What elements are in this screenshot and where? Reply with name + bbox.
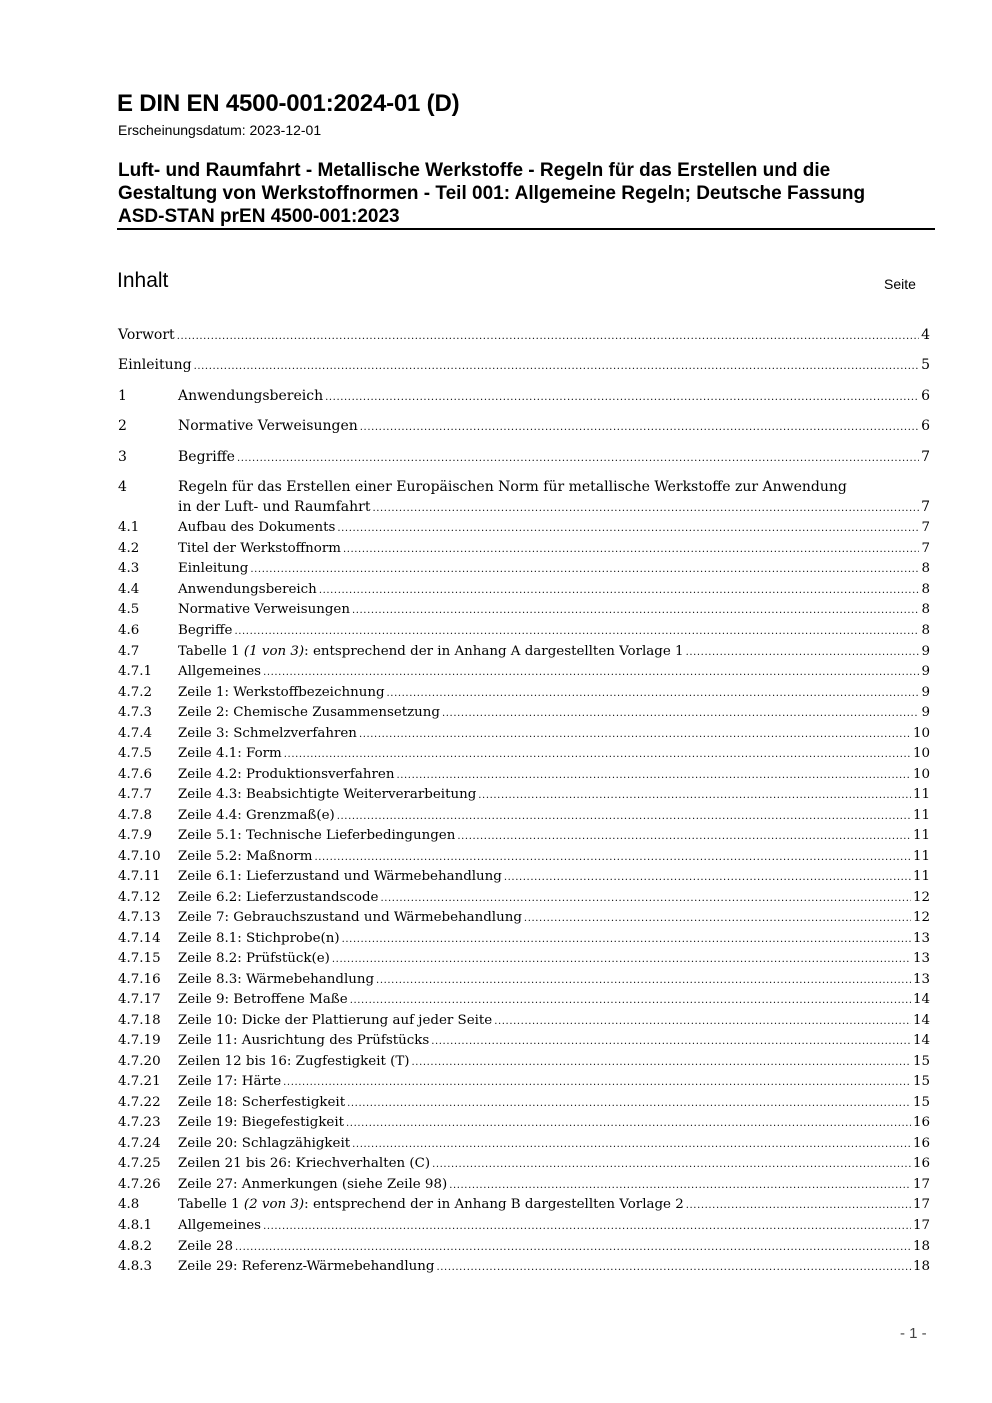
toc-entry-text: Zeile 8.2: Prüfstück(e) xyxy=(178,951,330,966)
toc-entry-text-italic: (2 von 3) xyxy=(243,1197,305,1212)
toc-entry-text: Zeile 5.1: Technische Lieferbedingungen xyxy=(178,828,456,843)
leader-dots xyxy=(432,1155,911,1175)
toc-entry-page: 8 xyxy=(921,582,930,597)
leader-dots xyxy=(359,725,911,745)
toc-entry-number: 4.3 xyxy=(118,561,140,576)
toc-entry-page: 17 xyxy=(912,1177,930,1192)
toc-entry-page: 12 xyxy=(912,890,930,905)
toc-entry-4-7-10[interactable] xyxy=(118,847,930,867)
toc-entry-4-line1[interactable] xyxy=(118,477,930,497)
toc-entry-number: 4.8.2 xyxy=(118,1239,153,1254)
leader-dots xyxy=(319,581,920,601)
toc-entry-4-7-1[interactable] xyxy=(118,662,930,682)
document-id: E DIN EN 4500-001:2024-01 (D) xyxy=(117,90,460,117)
leader-dots xyxy=(372,499,919,519)
leader-dots xyxy=(457,827,911,847)
toc-entry-number: 4.1 xyxy=(118,520,140,535)
toc-entry-4-7-16[interactable] xyxy=(118,970,930,990)
toc-entry-number: 4.4 xyxy=(118,582,140,597)
leader-dots xyxy=(343,540,920,560)
toc-entry-number: 4.7.10 xyxy=(118,849,161,864)
toc-entry-text: Normative Verweisungen xyxy=(178,602,350,617)
toc-entry-text-part: : entsprechend der in Anhang B dargestellten Vorlage 2 xyxy=(304,1197,684,1212)
toc-entry-text-part: : entsprechend der in Anhang A dargestellten Vorlage 1 xyxy=(304,644,684,659)
toc-entry-number: 4.7.22 xyxy=(118,1095,161,1110)
toc-entry-number: 4.2 xyxy=(118,541,140,556)
toc-entry-4-7[interactable] xyxy=(118,642,930,662)
toc-entry-number: 4.7.15 xyxy=(118,951,161,966)
toc-entry-4-6[interactable] xyxy=(118,621,930,641)
toc-heading: Inhalt xyxy=(117,269,169,292)
toc-entry-page: 11 xyxy=(912,869,930,884)
page-number: - 1 - xyxy=(900,1325,927,1342)
toc-entry-text: Zeile 20: Schlagzähigkeit xyxy=(178,1136,351,1151)
toc-entry-text: Zeilen 12 bis 16: Zugfestigkeit (T) xyxy=(178,1054,410,1069)
title-line: Gestaltung von Werkstoffnormen - Teil 001: Allgemeine Regeln; Deutsche Fassung xyxy=(118,183,866,204)
toc-entry-page: 14 xyxy=(912,992,930,1007)
leader-dots xyxy=(325,388,919,408)
toc-entry-page: 11 xyxy=(912,808,930,823)
toc-entry-4-7-6[interactable] xyxy=(118,765,930,785)
toc-entry-page: 9 xyxy=(921,644,930,659)
leader-dots xyxy=(235,1238,911,1258)
toc-entry-4[interactable] xyxy=(118,497,930,517)
toc-entry-text: Zeile 5.2: Maßnorm xyxy=(178,849,313,864)
toc-entry-number: 3 xyxy=(118,449,127,465)
toc-entry-4-2[interactable] xyxy=(118,539,930,559)
toc-entry-4-1[interactable] xyxy=(118,518,930,538)
toc-entry-page: 6 xyxy=(921,418,930,434)
toc-entry-page: 4 xyxy=(921,327,930,343)
toc-page-column-label: Seite xyxy=(884,276,916,292)
toc-entry-text: Zeile 8.3: Wärmebehandlung xyxy=(178,972,375,987)
toc-entry-4-8-2[interactable] xyxy=(118,1237,930,1257)
leader-dots xyxy=(431,1032,911,1052)
toc-entry-page: 16 xyxy=(912,1115,930,1130)
toc-entry-number: 4.7.26 xyxy=(118,1177,161,1192)
toc-entry-page: 7 xyxy=(921,449,930,465)
toc-entry-number: 4.7.1 xyxy=(118,664,153,679)
toc-entry-text: Einleitung xyxy=(178,561,249,576)
leader-dots xyxy=(352,601,920,621)
toc-entry-text: Begriffe xyxy=(178,449,235,465)
toc-entry-page: 16 xyxy=(912,1156,930,1171)
toc-entry-text-part: Tabelle 1 xyxy=(178,644,244,659)
toc-entry-number: 4.7.3 xyxy=(118,705,153,720)
toc-entry-text: Zeile 3: Schmelzverfahren xyxy=(178,726,357,741)
toc-entry-4-7-11[interactable] xyxy=(118,867,930,887)
toc-entry-text: Zeile 19: Biegefestigkeit xyxy=(178,1115,345,1130)
leader-dots xyxy=(177,327,919,347)
leader-dots xyxy=(360,418,919,438)
leader-dots xyxy=(387,684,920,704)
toc-entry-page: 7 xyxy=(921,520,930,535)
toc-entry-text xyxy=(178,642,684,662)
leader-dots xyxy=(494,1012,911,1032)
toc-entry-text: Einleitung xyxy=(118,357,192,373)
toc-entry-4-8-3[interactable] xyxy=(118,1257,930,1277)
toc-entry-4-7-2[interactable] xyxy=(118,683,930,703)
toc-entry-number: 4.7.25 xyxy=(118,1156,161,1171)
toc-entry-2[interactable] xyxy=(118,416,930,436)
toc-entry-page: 8 xyxy=(921,561,930,576)
toc-entry-number: 4.6 xyxy=(118,623,140,638)
toc-entry-text: Vorwort xyxy=(118,327,175,343)
publication-date: Erscheinungsdatum: 2023-12-01 xyxy=(118,122,322,138)
toc-entry-text: Allgemeines xyxy=(178,664,262,679)
toc-entry-text: Normative Verweisungen xyxy=(178,418,358,434)
toc-entry-text: Zeile 2: Chemische Zusammensetzung xyxy=(178,705,440,720)
toc-entry-page: 18 xyxy=(912,1239,930,1254)
leader-dots xyxy=(686,643,920,663)
toc-entry-einleitung[interactable] xyxy=(118,355,930,375)
leader-dots xyxy=(396,766,911,786)
leader-dots xyxy=(237,449,919,469)
toc-entry-number: 4.7.21 xyxy=(118,1074,161,1089)
leader-dots xyxy=(337,807,911,827)
toc-entry-4-7-13[interactable] xyxy=(118,908,930,928)
toc-entry-number: 4.7.13 xyxy=(118,910,161,925)
toc-entry-4-7-19[interactable] xyxy=(118,1031,930,1051)
toc-entry-page: 10 xyxy=(912,746,930,761)
toc-entry-vorwort[interactable] xyxy=(118,325,930,345)
toc-entry-text: Zeile 9: Betroffene Maße xyxy=(178,992,348,1007)
toc-entry-text: Zeile 29: Referenz-Wärmebehandlung xyxy=(178,1259,435,1274)
toc-entry-4-7-26[interactable] xyxy=(118,1175,930,1195)
toc-entry-number: 4.7.4 xyxy=(118,726,153,741)
toc-entry-number: 2 xyxy=(118,418,127,434)
leader-dots xyxy=(380,889,910,909)
title-line: ASD-STAN prEN 4500-001:2023 xyxy=(118,206,400,227)
toc-entry-page: 9 xyxy=(921,705,930,720)
toc-entry-number: 4.8.1 xyxy=(118,1218,153,1233)
toc-entry-text: Zeile 17: Härte xyxy=(178,1074,282,1089)
leader-dots xyxy=(449,1176,911,1196)
toc-entry-page: 10 xyxy=(912,767,930,782)
toc-entry-text: Zeile 6.2: Lieferzustandscode xyxy=(178,890,379,905)
toc-entry-number: 4.7.11 xyxy=(118,869,161,884)
toc-entry-page: 15 xyxy=(912,1074,930,1089)
toc-entry-text: Titel der Werkstoffnorm xyxy=(178,541,341,556)
toc-entry-page: 15 xyxy=(912,1095,930,1110)
toc-entry-page: 10 xyxy=(912,726,930,741)
toc-entry-page: 12 xyxy=(912,910,930,925)
toc-entry-number: 4.7.24 xyxy=(118,1136,161,1151)
toc-entry-page: 8 xyxy=(921,623,930,638)
leader-dots xyxy=(263,663,919,683)
toc-entry-text: Zeile 10: Dicke der Plattierung auf jeder Seite xyxy=(178,1013,493,1028)
toc-entry-page: 18 xyxy=(912,1259,930,1274)
toc-entry-4-7-9[interactable] xyxy=(118,826,930,846)
toc-entry-page: 13 xyxy=(912,951,930,966)
toc-entry-text: Zeile 1: Werkstoffbezeichnung xyxy=(178,685,385,700)
toc-entry-page: 17 xyxy=(912,1218,930,1233)
leader-dots xyxy=(376,971,911,991)
leader-dots xyxy=(314,848,910,868)
toc-entry-number: 4.7.23 xyxy=(118,1115,161,1130)
toc-entry-4-7-22[interactable] xyxy=(118,1093,930,1113)
leader-dots xyxy=(686,1196,911,1216)
leader-dots xyxy=(352,1135,911,1155)
toc-entry-3[interactable] xyxy=(118,447,930,467)
toc-entry-4-7-5[interactable] xyxy=(118,744,930,764)
leader-dots xyxy=(284,745,911,765)
toc-entry-number: 4.7.14 xyxy=(118,931,161,946)
toc-entry-page: 7 xyxy=(921,499,930,515)
toc-entry-4-7-7[interactable] xyxy=(118,785,930,805)
toc-entry-text: Zeile 28 xyxy=(178,1239,234,1254)
toc-entry-text: Zeile 27: Anmerkungen (siehe Zeile 98) xyxy=(178,1177,448,1192)
toc-entry-number: 4.7.19 xyxy=(118,1033,161,1048)
toc-entry-page: 11 xyxy=(912,787,930,802)
toc-entry-4-7-17[interactable] xyxy=(118,990,930,1010)
toc-entry-4-7-24[interactable] xyxy=(118,1134,930,1154)
toc-entry-4-7-12[interactable] xyxy=(118,888,930,908)
toc-entry-number: 1 xyxy=(118,388,127,404)
toc-entry-text-italic: (1 von 3) xyxy=(243,644,305,659)
toc-entry-number: 4.7 xyxy=(118,644,140,659)
toc-entry-number: 4.7.16 xyxy=(118,972,161,987)
toc-entry-4-4[interactable] xyxy=(118,580,930,600)
leader-dots xyxy=(250,560,919,580)
toc-entry-text-part: Tabelle 1 xyxy=(178,1197,244,1212)
toc-entry-4-7-15[interactable] xyxy=(118,949,930,969)
leader-dots xyxy=(347,1094,911,1114)
toc-entry-4-7-23[interactable] xyxy=(118,1113,930,1133)
toc-entry-1[interactable] xyxy=(118,386,930,406)
toc-entry-text: in der Luft- und Raumfahrt xyxy=(178,499,371,515)
toc-entry-number: 4.7.17 xyxy=(118,992,161,1007)
toc-entry-page: 11 xyxy=(912,828,930,843)
leader-dots xyxy=(337,519,919,539)
toc-entry-text: Zeile 11: Ausrichtung des Prüfstücks xyxy=(178,1033,430,1048)
toc-entry-page: 9 xyxy=(921,685,930,700)
toc-entry-number: 4.7.12 xyxy=(118,890,161,905)
toc-entry-page: 16 xyxy=(912,1136,930,1151)
title-line: Luft- und Raumfahrt - Metallische Werkstoffe - Regeln für das Erstellen und die xyxy=(118,160,831,181)
toc-entry-4-7-4[interactable] xyxy=(118,724,930,744)
leader-dots xyxy=(478,786,911,806)
leader-dots xyxy=(234,622,919,642)
toc-entry-page: 11 xyxy=(912,849,930,864)
toc-entry-text: Zeilen 21 bis 26: Kriechverhalten (C) xyxy=(178,1156,431,1171)
toc-entry-4-7-20[interactable] xyxy=(118,1052,930,1072)
toc-entry-text: Zeile 6.1: Lieferzustand und Wärmebehandlung xyxy=(178,869,502,884)
toc-entry-4-5[interactable] xyxy=(118,600,930,620)
leader-dots xyxy=(350,991,911,1011)
toc-entry-page: 17 xyxy=(912,1197,930,1212)
toc-entry-number: 4.7.2 xyxy=(118,685,153,700)
toc-entry-number: 4.7.7 xyxy=(118,787,153,802)
toc-entry-text: Anwendungsbereich xyxy=(178,582,317,597)
toc-entry-4-8[interactable] xyxy=(118,1195,930,1215)
toc-entry-text: Zeile 7: Gebrauchszustand und Wärmebehandlung xyxy=(178,910,522,925)
toc-entry-text: Regeln für das Erstellen einer Europäischen Norm für metallische Werkstoffe zur Anwendung xyxy=(178,479,847,495)
leader-dots xyxy=(283,1073,911,1093)
toc-entry-number: 4.7.5 xyxy=(118,746,153,761)
toc-entry-text: Aufbau des Dokuments xyxy=(178,520,336,535)
toc-entry-text: Zeile 8.1: Stichprobe(n) xyxy=(178,931,340,946)
leader-dots xyxy=(442,704,919,724)
toc-entry-number: 4.7.20 xyxy=(118,1054,161,1069)
leader-dots xyxy=(436,1258,910,1278)
leader-dots xyxy=(346,1114,911,1134)
toc-entry-text xyxy=(178,1195,684,1215)
toc-entry-number: 4.7.9 xyxy=(118,828,153,843)
toc-entry-4-7-3[interactable] xyxy=(118,703,930,723)
toc-entry-page: 14 xyxy=(912,1013,930,1028)
toc-entry-text: Anwendungsbereich xyxy=(178,388,324,404)
toc-entry-text: Zeile 4.4: Grenzmaß(e) xyxy=(178,808,335,823)
toc-entry-number: 4.7.18 xyxy=(118,1013,161,1028)
toc-entry-text: Zeile 4.1: Form xyxy=(178,746,282,761)
leader-dots xyxy=(524,909,911,929)
toc-entry-page: 13 xyxy=(912,972,930,987)
toc-entry-page: 9 xyxy=(921,664,930,679)
toc-entry-4-8-1[interactable] xyxy=(118,1216,930,1236)
toc-entry-text: Begriffe xyxy=(178,623,233,638)
toc-entry-4-3[interactable] xyxy=(118,559,930,579)
document-title xyxy=(118,159,934,228)
leader-dots xyxy=(263,1217,911,1237)
leader-dots xyxy=(342,930,911,950)
toc-entry-text: Zeile 4.3: Beabsichtigte Weiterverarbeitung xyxy=(178,787,477,802)
toc-entry-text: Zeile 4.2: Produktionsverfahren xyxy=(178,767,395,782)
toc-entry-page: 15 xyxy=(912,1054,930,1069)
toc-entry-page: 13 xyxy=(912,931,930,946)
toc-entry-4-7-8[interactable] xyxy=(118,806,930,826)
leader-dots xyxy=(412,1053,911,1073)
leader-dots xyxy=(332,950,911,970)
toc-entry-4-7-18[interactable] xyxy=(118,1011,930,1031)
toc-entry-number: 4 xyxy=(118,479,127,495)
toc-entry-number: 4.7.6 xyxy=(118,767,153,782)
toc-entry-text: Allgemeines xyxy=(178,1218,262,1233)
toc-entry-page: 8 xyxy=(921,602,930,617)
toc-entry-4-7-25[interactable] xyxy=(118,1154,930,1174)
toc-entry-number: 4.8 xyxy=(118,1197,140,1212)
toc-entry-page: 6 xyxy=(921,388,930,404)
toc-entry-text: Zeile 18: Scherfestigkeit xyxy=(178,1095,346,1110)
toc-entry-page: 7 xyxy=(921,541,930,556)
toc-entry-page: 5 xyxy=(921,357,930,373)
toc-entry-number: 4.7.8 xyxy=(118,808,153,823)
leader-dots xyxy=(504,868,911,888)
leader-dots xyxy=(194,357,920,377)
toc-entry-page: 14 xyxy=(912,1033,930,1048)
toc-entry-4-7-21[interactable] xyxy=(118,1072,930,1092)
toc-entry-4-7-14[interactable] xyxy=(118,929,930,949)
toc-entry-number: 4.5 xyxy=(118,602,140,617)
title-divider xyxy=(117,228,935,230)
toc-entry-number: 4.8.3 xyxy=(118,1259,153,1274)
